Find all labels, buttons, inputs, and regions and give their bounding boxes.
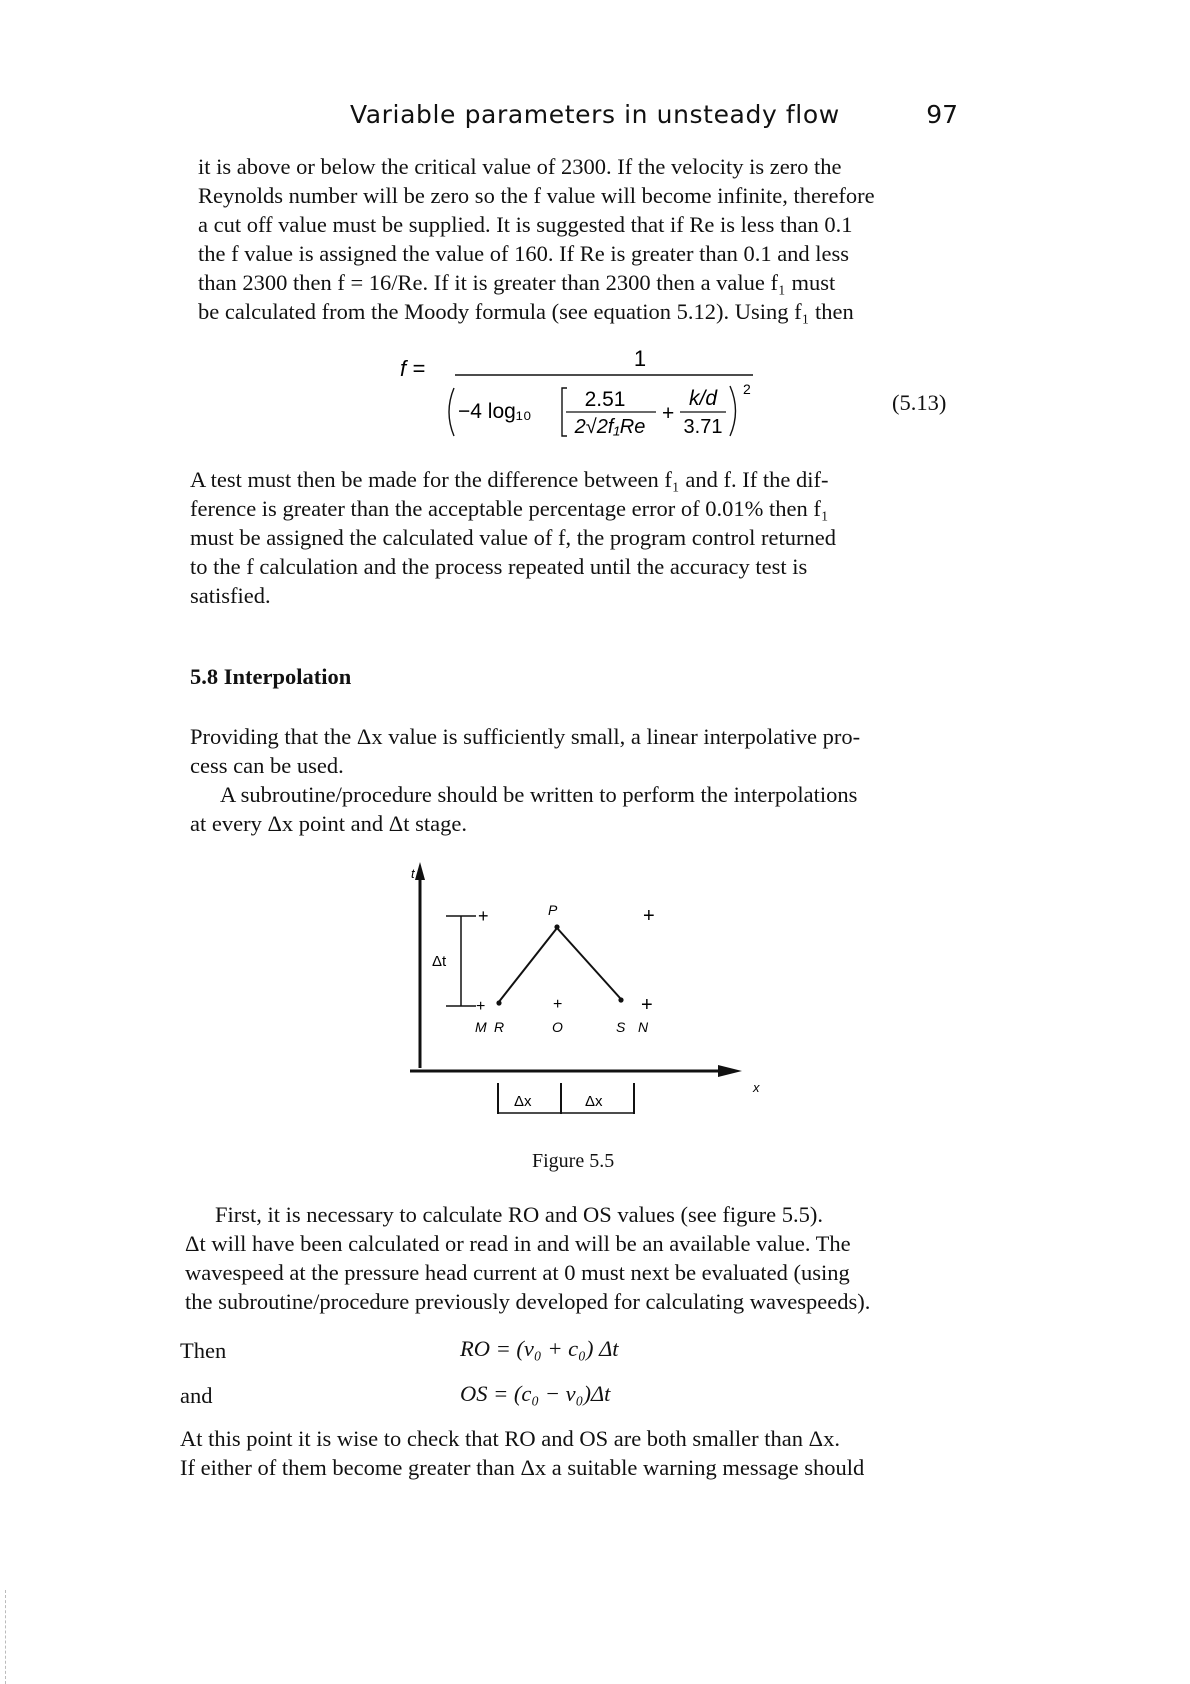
eq-term2-numerator: k/d (688, 387, 718, 410)
page-header (350, 100, 958, 136)
text-line: to the f calculation and the process repeated until the accuracy test is (190, 554, 808, 579)
text-line: wavespeed at the pressure head current at 0 must next be evaluated (using (185, 1260, 850, 1285)
figure-caption: Figure 5.5 (532, 1150, 615, 1172)
paragraph-interpolation (190, 722, 860, 780)
text-line: If either of them become greater than Δx a suitable warning message should (180, 1455, 865, 1480)
label-p: P (548, 902, 558, 918)
paragraph-accuracy-test (190, 465, 836, 610)
text-line: Reynolds number will be zero so the f value will become infinite, therefore (198, 183, 875, 208)
text-line: A subroutine/procedure should be written to perform the interpolations (220, 782, 858, 807)
then-label: Then (180, 1338, 227, 1363)
text-line: the subroutine/procedure previously developed for calculating wavespeeds). (185, 1289, 871, 1314)
ro-equation: RO = (v₀ + c₀) Δt (460, 1336, 619, 1361)
eq-numerator: 1 (633, 346, 647, 371)
axis-label-x: x (753, 1080, 760, 1095)
paragraph-reynolds (198, 152, 875, 326)
point-r-marker (496, 1000, 501, 1005)
text-line: At this point it is wise to check that RO and OS are both smaller than Δx. (180, 1426, 840, 1451)
label-n: N (638, 1019, 649, 1035)
x-axis-arrow (718, 1065, 742, 1077)
text-line: than 2300 then f = 16/Re. If it is greater than 2300 then a value f₁ must (198, 270, 836, 295)
eq-lhs: f = (400, 356, 426, 381)
os-equation: OS = (c₀ − v₀)Δt (460, 1381, 611, 1406)
text-line: Δt will have been calculated or read in and will be an available value. The (185, 1231, 851, 1256)
eq-coefficient: −4 log₁₀ (458, 400, 532, 423)
right-paren (730, 386, 736, 436)
point-p-marker (554, 924, 559, 929)
equation-number: (5.13) (892, 390, 947, 415)
text-line: A test must then be made for the difference between f₁ and f. If the dif- (190, 467, 829, 492)
plus-marker: + (553, 996, 563, 1013)
equation-5-13 (400, 336, 770, 446)
eq-term2-denominator: 3.71 (683, 416, 723, 438)
equation-5-13-graphic (400, 336, 770, 446)
label-r: R (494, 1019, 505, 1035)
eq-exponent: 2 (743, 381, 751, 397)
plus-marker: + (476, 998, 486, 1015)
paragraph-warning (180, 1424, 864, 1482)
eq-plus: + (662, 402, 675, 425)
text-line: must be assigned the calculated value of f, the program control returned (190, 525, 837, 550)
scan-margin-mark (5, 1590, 7, 1684)
characteristic-rp (498, 928, 557, 1003)
text-line: Providing that the Δx value is sufficiently small, a linear interpolative pro- (190, 724, 861, 749)
text-line: First, it is necessary to calculate RO and OS values (see figure 5.5). (215, 1202, 823, 1227)
label-o: O (552, 1019, 563, 1035)
label-m: M (475, 1019, 487, 1035)
text-line: at every Δx point and Δt stage. (190, 811, 467, 836)
and-label: and (180, 1383, 213, 1408)
text-line: satisfied. (190, 583, 271, 608)
paragraph-ro-os (185, 1200, 870, 1316)
label-s: S (616, 1019, 626, 1035)
text-line: the f value is assigned the value of 160. If Re is greater than 0.1 and less (198, 241, 850, 266)
text-line: it is above or below the critical value of 2300. If the velocity is zero the (198, 154, 842, 179)
t-axis-arrow (415, 862, 425, 880)
text-line: a cut off value must be supplied. It is suggested that if Re is less than 0.1 (198, 212, 853, 237)
delta-x-right-label: Δx (585, 1093, 603, 1110)
delta-x-left-label: Δx (514, 1093, 532, 1110)
characteristic-ps (557, 928, 620, 998)
figure-5-5-diagram (380, 858, 770, 1138)
plus-marker: + (641, 994, 653, 1016)
figure-5-5 (380, 858, 770, 1143)
plus-marker: + (643, 905, 655, 927)
paragraph-subroutine (190, 780, 857, 838)
delta-t-label: Δt (432, 953, 447, 970)
running-title: Variable parameters in unsteady flow (350, 100, 840, 129)
text-line: cess can be used. (190, 753, 344, 778)
plus-marker: + (478, 906, 489, 926)
eq-term1-denominator: 2√2f₁Re (574, 416, 646, 438)
eq-term1-numerator: 2.51 (584, 388, 626, 411)
point-s-marker (618, 997, 623, 1002)
text-line: ference is greater than the acceptable percentage error of 0.01% then f₁ (190, 496, 829, 521)
page-number: 97 (926, 100, 958, 129)
text-line: be calculated from the Moody formula (see equation 5.12). Using f₁ then (198, 299, 854, 324)
left-paren (449, 388, 454, 436)
axis-label-t: t (411, 866, 415, 881)
section-heading: 5.8 Interpolation (190, 664, 352, 689)
